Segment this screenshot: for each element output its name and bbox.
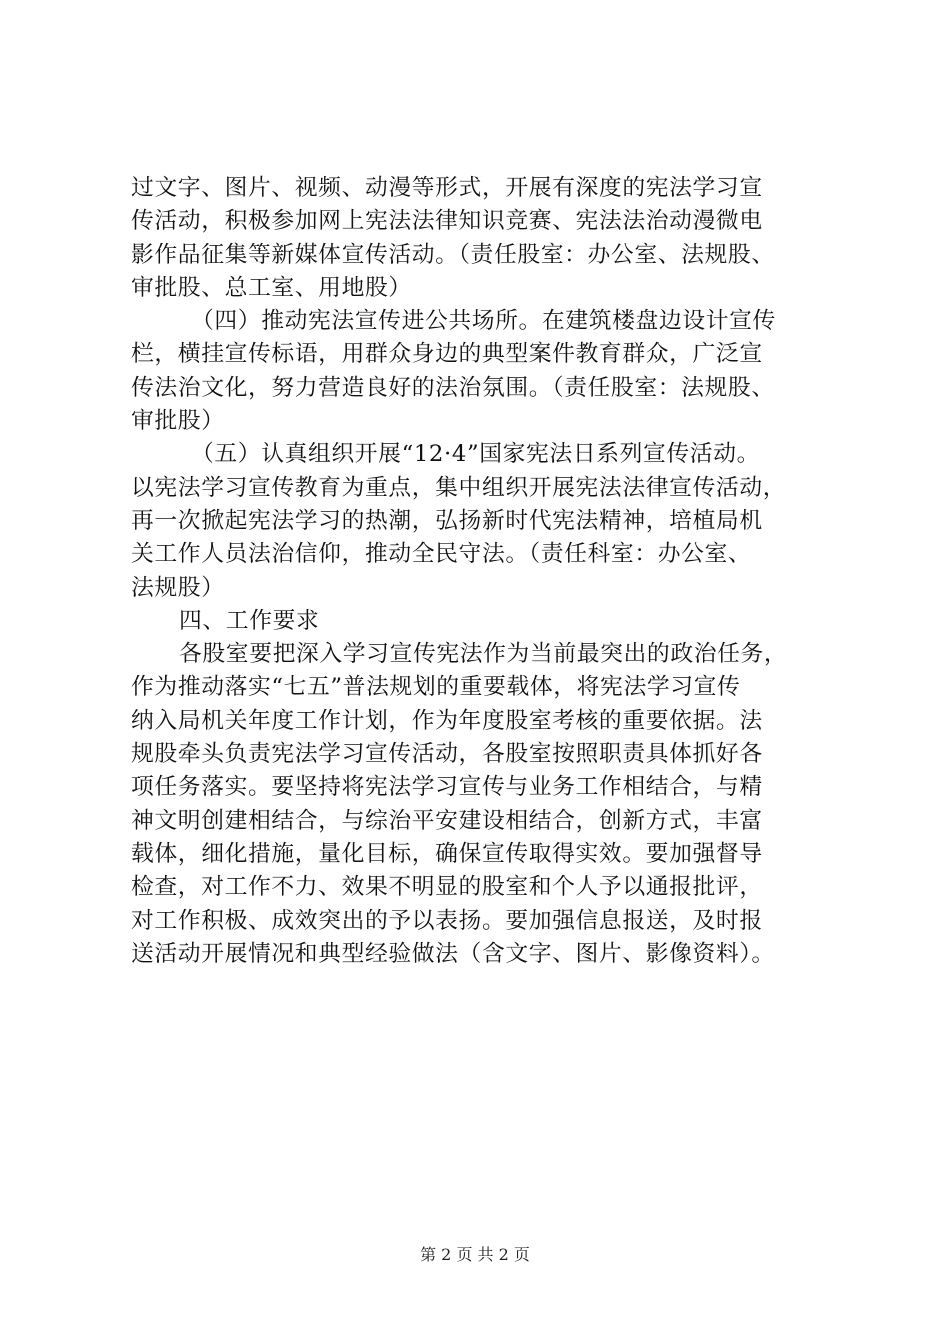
text-line: 传活动，积极参加网上宪法法律知识竞赛、宪法法治动漫微电 — [131, 208, 763, 235]
text-line: 栏，横挂宣传标语，用群众身边的典型案件教育群众，广泛宣 — [131, 341, 763, 368]
text-line: 神文明创建相结合，与综治平安建设相结合，创新方式，丰富 — [131, 807, 763, 834]
text-line: 关工作人员法治信仰，推动全民守法。（责任科室：办公室、 — [131, 541, 752, 568]
text-line: 法规股） — [131, 574, 225, 601]
text-line: 载体，细化措施，量化目标，确保宣传取得实效。要加强督导 — [131, 840, 763, 867]
page-footer — [0, 1244, 950, 1266]
text-line: 审批股、总工室、用地股） — [131, 274, 412, 301]
text-line: 再一次掀起宪法学习的热潮，弘扬新时代宪法精神，培植局机 — [131, 507, 763, 534]
text-line: （五）认真组织开展“12·4”国家宪法日系列宣传活动。 — [191, 441, 761, 468]
text-line: 纳入局机关年度工作计划，作为年度股室考核的重要依据。法 — [131, 707, 763, 734]
text-line: （四）推动宪法宣传进公共场所。在建筑楼盘边设计宣传 — [191, 308, 776, 335]
text-line: 作为推动落实“七五”普法规划的重要载体，将宪法学习宣传 — [131, 674, 741, 701]
text-line: 过文字、图片、视频、动漫等形式，开展有深度的宪法学习宣 — [131, 175, 763, 201]
text-line: 项任务落实。要坚持将宪法学习宣传与业务工作相结合，与精 — [131, 774, 763, 801]
section-heading: 四、工作要求 — [179, 607, 320, 634]
text-line: 审批股） — [131, 408, 225, 435]
page-number-label: 第 2 页 共 2 页 — [420, 1245, 530, 1264]
text-line: 各股室要把深入学习宣传宪法作为当前最突出的政治任务， — [179, 641, 788, 668]
text-line: 规股牵头负责宪法学习宣传活动，各股室按照职责具体抓好各 — [131, 741, 763, 768]
document-body — [131, 172, 851, 971]
text-line: 对工作积极、成效突出的予以表扬。要加强信息报送，及时报 — [131, 907, 763, 934]
text-line: 传法治文化，努力营造良好的法治氛围。（责任股室：法规股、 — [131, 374, 775, 401]
text-line: 检查，对工作不力、效果不明显的股室和个人予以通报批评， — [131, 874, 763, 901]
text-line: 以宪法学习宣传教育为重点，集中组织开展宪法法律宣传活动， — [131, 474, 787, 501]
text-line: 送活动开展情况和典型经验做法（含文字、图片、影像资料）。 — [131, 940, 775, 967]
text-line: 影作品征集等新媒体宣传活动。（责任股室：办公室、法规股、 — [131, 241, 775, 268]
